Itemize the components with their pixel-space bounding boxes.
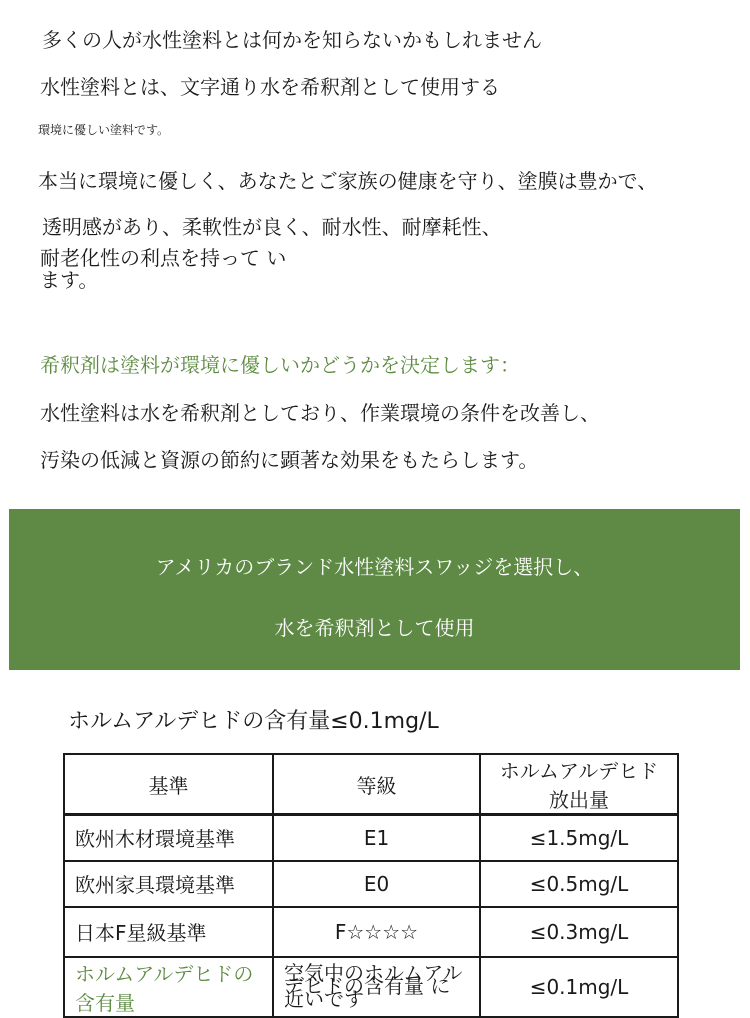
row-emission: ≤0.5mg/L xyxy=(480,861,678,907)
row-standard: ホルムアルデヒドの含有量 xyxy=(64,957,273,1017)
standards-table xyxy=(63,753,679,1018)
header-grade: 等級 xyxy=(273,754,480,815)
definition-line-1: 水性塗料とは、文字通り水を希釈剤として使用する xyxy=(40,75,500,99)
table-row xyxy=(64,907,678,957)
table-row xyxy=(64,861,678,907)
banner-line-1: アメリカのブランド水性塗料スワッジを選択し、 xyxy=(155,555,594,579)
green-banner xyxy=(9,509,740,670)
intro-line: 多くの人が水性塗料とは何かを知らないかもしれません xyxy=(42,28,542,52)
row-standard: 欧州家具環境基準 xyxy=(64,861,273,907)
row-grade: E1 xyxy=(273,815,480,861)
row-grade: 空気中のホルムアルデヒドの含有量 に近いです xyxy=(273,957,480,1017)
table-row xyxy=(64,815,678,861)
row-grade: F☆☆☆☆ xyxy=(273,907,480,957)
row-emission: ≤1.5mg/L xyxy=(480,815,678,861)
row-standard: 欧州木材環境基準 xyxy=(64,815,273,861)
header-standard: 基準 xyxy=(64,754,273,815)
benefits-line-1: 本当に環境に優しく、あなたとご家族の健康を守り、塗膜は豊かで、 xyxy=(38,169,658,193)
row-standard: 日本F星級基準 xyxy=(64,907,273,957)
benefits-line-2: 透明感があり、柔軟性が良く、耐水性、耐摩耗性、 xyxy=(42,215,502,239)
row-emission: ≤0.3mg/L xyxy=(480,907,678,957)
row-emission: ≤0.1mg/L xyxy=(480,957,678,1017)
banner-line-2: 水を希釈剤として使用 xyxy=(274,616,475,640)
benefits-line-3: 耐老化性の利点を持って います。 xyxy=(40,246,287,292)
formaldehyde-title: ホルムアルデヒドの含有量≤0.1mg/L xyxy=(68,709,439,734)
section-paragraph-line-2: 汚染の低減と資源の節約に顕著な効果をもたらします。 xyxy=(40,448,539,472)
section-heading: 希釈剤は塗料が環境に優しいかどうかを決定します： xyxy=(40,353,520,377)
table-header-row xyxy=(64,754,678,815)
section-paragraph-line-1: 水性塗料は水を希釈剤としており、作業環境の条件を改善し、 xyxy=(40,401,600,425)
definition-line-2: 環境に優しい塗料です。 xyxy=(38,123,170,137)
header-emission: ホルムアルデヒド放出量 xyxy=(480,754,678,815)
row-grade: E0 xyxy=(273,861,480,907)
table-row xyxy=(64,957,678,1017)
